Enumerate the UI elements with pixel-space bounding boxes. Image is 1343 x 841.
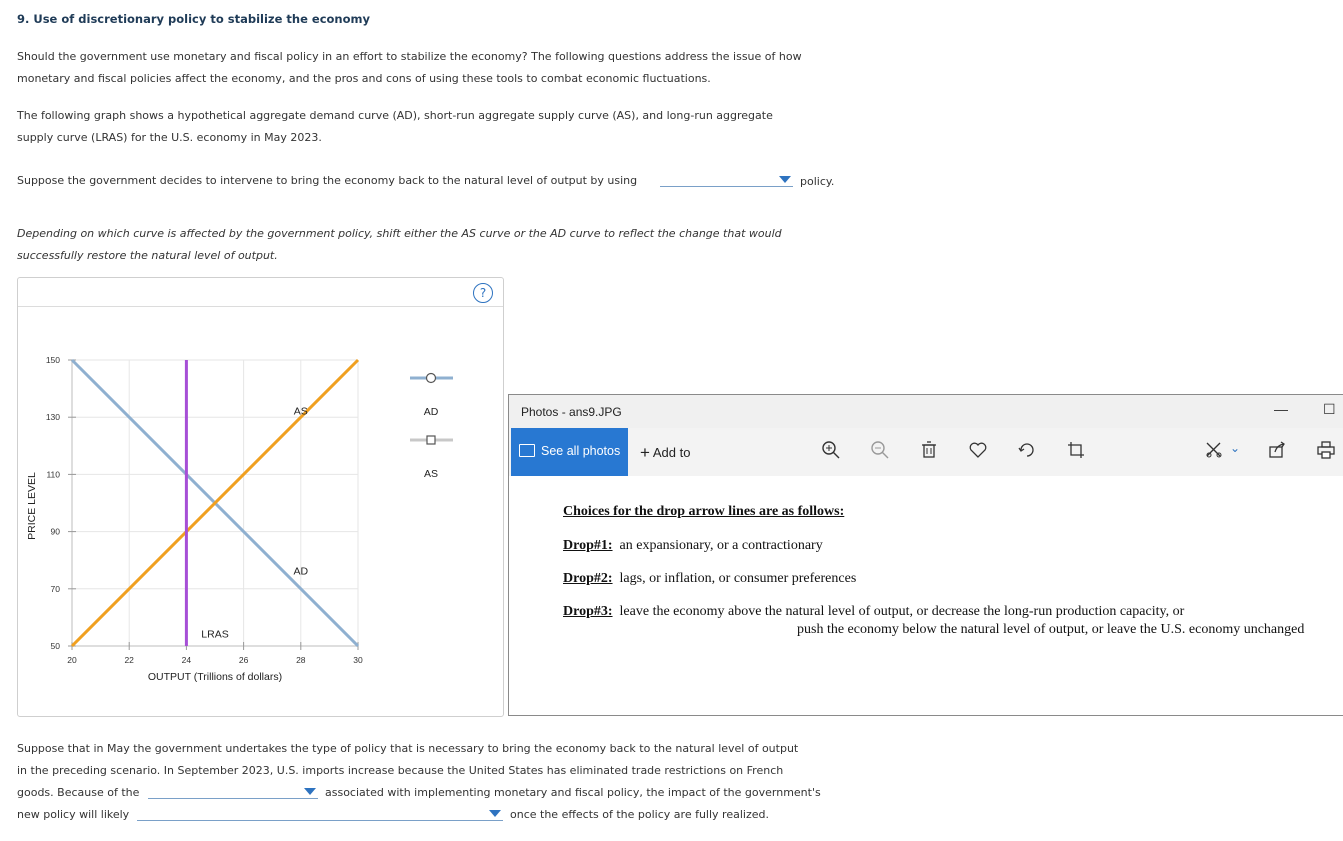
drop1-text: an expansionary, or a contractionary bbox=[619, 538, 823, 553]
choices-heading: Choices for the drop arrow lines are as follows: bbox=[563, 504, 845, 519]
add-to-button[interactable]: + Add to bbox=[640, 443, 691, 462]
see-all-photos-button[interactable]: See all photos bbox=[511, 428, 628, 476]
followup-line-3a: goods. Because of the bbox=[17, 786, 140, 799]
ad-curve-label: AD bbox=[293, 565, 309, 578]
chevron-down-icon bbox=[489, 810, 501, 817]
help-icon[interactable]: ? bbox=[473, 283, 493, 303]
as-curve-label: AS bbox=[293, 405, 308, 418]
minimize-button[interactable]: — bbox=[1274, 401, 1288, 417]
rotate-icon[interactable] bbox=[1017, 440, 1037, 460]
y-tick-label: 90 bbox=[50, 526, 60, 537]
followup-line-2: in the preceding scenario. In September 2023, U.S. imports increase because the United States has eliminated trade restrictions on French bbox=[17, 763, 784, 777]
y-tick-label: 130 bbox=[45, 412, 60, 423]
x-tick-label: 24 bbox=[181, 655, 192, 665]
legend-ad-label: AD bbox=[423, 406, 439, 418]
photos-window bbox=[508, 394, 1343, 716]
zoom-out-icon[interactable] bbox=[870, 440, 890, 460]
graph-desc-line-2: supply curve (LRAS) for the U.S. economy in May 2023. bbox=[17, 130, 322, 144]
y-tick-label: 110 bbox=[46, 469, 60, 480]
plus-icon: + bbox=[640, 443, 650, 462]
intro-line-1: Should the government use monetary and fiscal policy in an effort to stabilize the economy? The following questions address the issue of how bbox=[17, 50, 802, 63]
photos-window-title: Photos - ans9.JPG bbox=[521, 405, 622, 419]
photos-toolbar bbox=[509, 428, 1343, 476]
legend-as-label: AS bbox=[423, 468, 439, 480]
as-square-handle-icon bbox=[427, 436, 435, 444]
instruction-line-1: Depending on which curve is affected by the government policy, shift either the AS curve or the AD curve to reflect the change that would bbox=[17, 227, 782, 240]
suppose-tail: policy. bbox=[800, 175, 835, 188]
policy-type-dropdown[interactable] bbox=[660, 172, 793, 187]
crop-icon[interactable] bbox=[1066, 440, 1086, 460]
suppose-text: Suppose the government decides to intervene to bring the economy back to the natural level of output by using bbox=[17, 174, 638, 187]
instruction-line-2: successfully restore the natural level of output. bbox=[17, 248, 278, 262]
ad-as-chart[interactable] bbox=[18, 278, 503, 716]
x-tick-label: 30 bbox=[353, 655, 363, 665]
followup-line-3b: associated with implementing monetary and fiscal policy, the impact of the government's bbox=[325, 786, 821, 799]
y-axis-label: PRICE LEVEL bbox=[26, 472, 38, 540]
followup-line-4b: once the effects of the policy are fully realized. bbox=[510, 808, 769, 821]
policy-effect-dropdown[interactable] bbox=[137, 806, 503, 821]
x-tick-label: 28 bbox=[296, 655, 306, 665]
drop1-label: Drop#1: bbox=[563, 538, 613, 553]
heart-icon[interactable] bbox=[968, 440, 988, 460]
y-tick-label: 150 bbox=[45, 355, 60, 365]
drop3-text-continued: push the economy below the natural level of output, or leave the U.S. economy unchanged bbox=[797, 622, 1305, 637]
x-tick-label: 20 bbox=[67, 655, 77, 665]
y-tick-label: 50 bbox=[50, 641, 60, 651]
lags-dropdown[interactable] bbox=[148, 784, 318, 799]
graph-desc-line-1: The following graph shows a hypothetical aggregate demand curve (AD), short-run aggregate supply curve (AS), and long-run aggregate bbox=[17, 109, 773, 122]
y-tick-label: 70 bbox=[50, 583, 60, 594]
x-axis-label: OUTPUT (Trillions of dollars) bbox=[147, 671, 283, 683]
ad-circle-handle-icon bbox=[427, 374, 436, 383]
print-icon[interactable] bbox=[1316, 440, 1336, 460]
delete-icon[interactable] bbox=[919, 440, 939, 460]
edit-tools-icon[interactable] bbox=[1204, 440, 1224, 460]
share-icon[interactable] bbox=[1267, 440, 1287, 460]
x-tick-label: 22 bbox=[124, 655, 134, 665]
photos-title-bar bbox=[509, 395, 1343, 428]
chevron-down-icon bbox=[304, 788, 316, 795]
lras-curve-label: LRAS bbox=[201, 628, 229, 641]
photo-icon bbox=[519, 444, 535, 457]
followup-line-4a: new policy will likely bbox=[17, 808, 130, 821]
drop2-label: Drop#2: bbox=[563, 571, 613, 586]
drop3-text: leave the economy above the natural level of output, or decrease the long-run production capacity, or bbox=[619, 604, 1185, 619]
drop2-text: lags, or inflation, or consumer preferences bbox=[619, 571, 857, 586]
chevron-down-icon[interactable]: ⌄ bbox=[1230, 441, 1241, 455]
zoom-in-icon[interactable] bbox=[821, 440, 841, 460]
x-tick-label: 26 bbox=[238, 655, 249, 665]
intro-paragraph bbox=[17, 46, 847, 89]
graph-panel bbox=[17, 277, 504, 717]
drop3-label: Drop#3: bbox=[563, 604, 613, 619]
followup-line-1: Suppose that in May the government undertakes the type of policy that is necessary to bring the economy back to the natural level of output bbox=[17, 742, 799, 755]
legend-ad-tool[interactable] bbox=[410, 374, 453, 419]
maximize-button[interactable]: ☐ bbox=[1323, 401, 1336, 417]
intro-line-2: monetary and fiscal policies affect the economy, and the pros and cons of using these tools to combat economic fluctuations. bbox=[17, 71, 711, 85]
followup-paragraph bbox=[17, 738, 867, 781]
chevron-down-icon bbox=[779, 176, 791, 183]
legend-as-tool[interactable] bbox=[410, 436, 453, 480]
chart-lines bbox=[72, 360, 358, 646]
instruction-paragraph bbox=[17, 223, 847, 266]
question-title: 9. Use of discretionary policy to stabilize the economy bbox=[17, 12, 370, 26]
graph-description bbox=[17, 105, 847, 148]
